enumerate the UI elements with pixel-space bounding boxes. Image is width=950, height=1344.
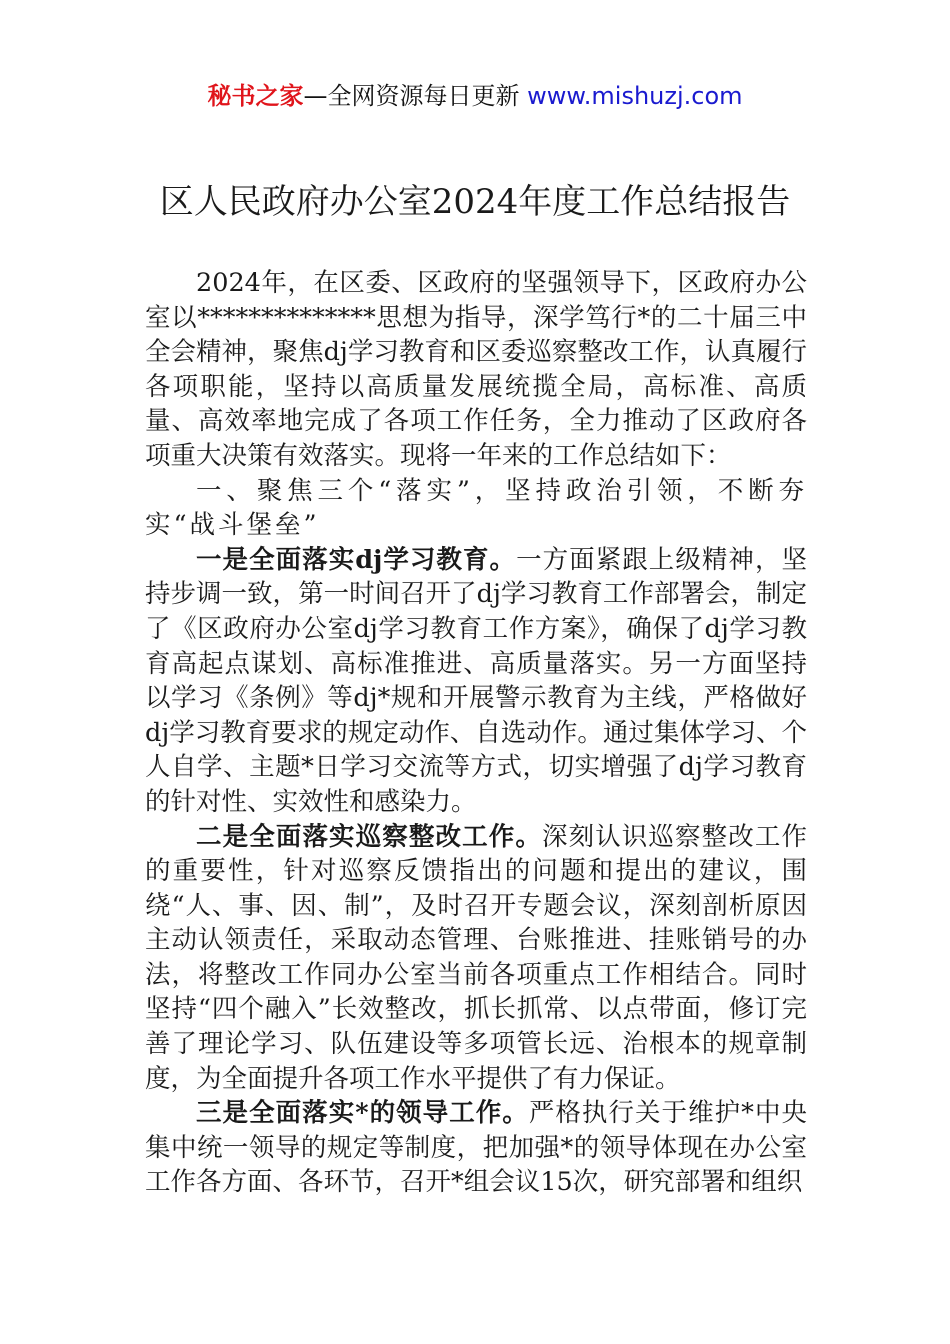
document-title: 区人民政府办公室2024年度工作总结报告 <box>159 182 791 222</box>
item-paragraph-1 <box>145 543 807 820</box>
item-lead-2: 二是全面落实巡察整改工作。 <box>196 821 542 852</box>
item-paragraph-2 <box>145 820 807 1097</box>
intro-paragraph: 2024年，在区委、区政府的坚强领导下，区政府办公室以**************思想为指导，深学笃行*的二十届三中全会精神，聚焦dj学习教育和区委巡察整改工作，认真履行各项职能，坚持以高质量发展统揽全局，高标准、高质量、高效率地完成了各项工作任务，全力推动了区政府各项重大决策有效落实。现将一年来的工作总结如下： <box>145 268 807 471</box>
site-header <box>0 80 950 112</box>
item-text-3: 严格执行关于维护*中央集中统一领导的规定等制度，把加强*的领导体现在办公室工作各方面、各环节，召开*组会议15次，研究部署和组织 <box>145 1098 807 1198</box>
item-lead-1: 一是全面落实dj学习教育。 <box>196 544 517 575</box>
section-heading: 一、聚焦三个“落实”，坚持政治引领，不断夯实“战斗堡垒” <box>145 475 807 541</box>
item-lead-3: 三是全面落实*的领导工作。 <box>196 1098 529 1129</box>
site-url-link[interactable]: www.mishuzj.com <box>527 82 743 110</box>
item-paragraph-3 <box>145 1096 807 1200</box>
site-brand: 秘书之家 <box>207 82 304 110</box>
item-text-1: 一方面紧跟上级精神，坚持步调一致，第一时间召开了dj学习教育工作部署会，制定了《区政府办公室dj学习教育工作方案》，确保了dj学习教育高起点谋划、高标准推进、高质量落实。另一方面坚持以学习《条例》等dj*规和开展警示教育为主线，严格做好dj学习教育要求的规定动作、自选动作。通过集体学习、个人自学、主题*日学习交流等方式，切实增强了dj学习教育的针对性、实效性和感染力。 <box>145 544 807 817</box>
site-slogan: —全网资源每日更新 <box>303 82 528 110</box>
item-text-2: 深刻认识巡察整改工作的重要性，针对巡察反馈指出的问题和提出的建议，围绕“人、事、因、制”，及时召开专题会议，深刻剖析原因主动认领责任，采取动态管理、台账推进、挂账销号的办法，将整改工作同办公室当前各项重点工作相结合。同时坚持“四个融入”长效整改，抓长抓常、以点带面，修订完善了理论学习、队伍建设等多项管长远、治根本的规章制度，为全面提升各项工作水平提供了有力保证。 <box>145 821 807 1094</box>
document-body <box>145 266 807 1200</box>
